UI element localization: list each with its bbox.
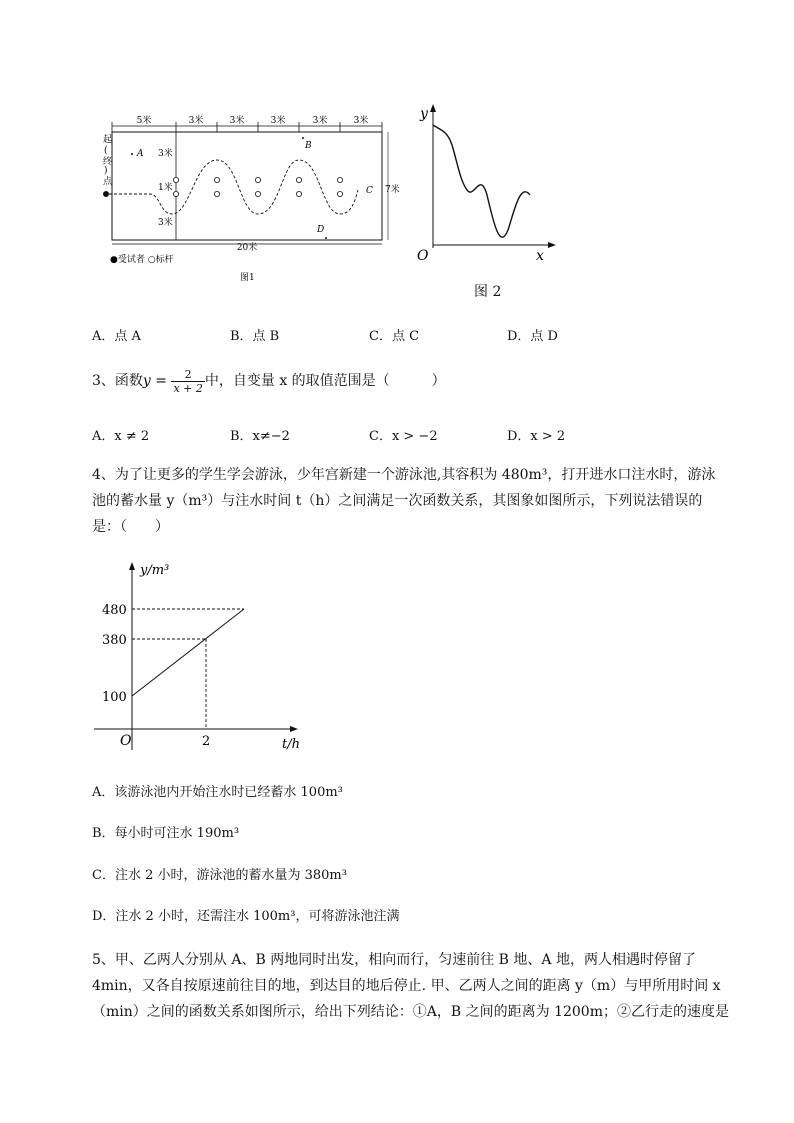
- dim-3m-2: 3米: [229, 116, 245, 126]
- subject-dot: [103, 191, 109, 197]
- field-boundary: [112, 132, 382, 240]
- start-label-3: 终: [103, 157, 113, 167]
- fig2-origin: O: [417, 248, 429, 264]
- curve: [433, 125, 530, 237]
- q4-option-a: A．该游泳池内开始注水时已经蓄水 100m³: [92, 785, 343, 800]
- dim-20m: 20米: [236, 243, 258, 253]
- q3-option-d: D．x > 2: [507, 429, 566, 444]
- q4-x-label: t/h: [282, 737, 300, 752]
- point-C: C: [366, 186, 373, 196]
- dim-left-3m-top: 3米: [158, 149, 173, 159]
- q4-line: [132, 609, 244, 696]
- start-label-1: 起: [103, 135, 113, 145]
- q3-stem: [92, 365, 446, 397]
- figure-2-curve: [412, 100, 562, 270]
- q2-option-c: C．点 C: [369, 329, 420, 344]
- figure-1-caption: 图1: [240, 273, 255, 283]
- q4-origin: O: [120, 733, 132, 749]
- start-label-5: 点: [103, 177, 113, 187]
- q4-tick-480: 480: [102, 603, 127, 618]
- q3-y-eq: y =: [142, 373, 168, 389]
- q4-line-3: 是：（ ）: [92, 519, 169, 535]
- point-B: B: [305, 141, 312, 151]
- q4-option-d: D．注水 2 小时，还需注水 100m³，可将游泳池注满: [92, 909, 400, 924]
- point-A: A: [137, 149, 144, 159]
- q4-y-label: y/m³: [140, 563, 170, 578]
- dim-left-3m-bottom: 3米: [158, 218, 173, 228]
- start-label-4: ): [104, 166, 108, 176]
- q3-suffix: 中，自变量 x 的取值范围是（ ）: [204, 373, 446, 389]
- q3-frac-den: x + 2: [173, 381, 203, 395]
- dim-left-1m: 1米: [158, 183, 173, 193]
- q2-option-b: B．点 B: [230, 329, 280, 344]
- q4-line-2: 池的蓄水量 y（m³）与注水时间 t（h）之间满足一次函数关系，其图象如图所示，下列说法错误的: [92, 493, 703, 509]
- dim-3m-1: 3米: [188, 116, 204, 126]
- q5-line-2: 4min，又各自按原速前往目的地，到达目的地后停止. 甲、乙两人之间的距离 y（m）与甲所用时间 x: [92, 978, 721, 994]
- dashed-route: [109, 160, 358, 214]
- legend: ●受试者 ○标杆: [110, 255, 174, 265]
- q3-prefix: 3、函数: [92, 373, 143, 389]
- q4-tick-2: 2: [202, 734, 211, 749]
- q3-fraction: [171, 368, 204, 395]
- q4-tick-100: 100: [102, 690, 127, 705]
- top-dimension-ticks: [112, 122, 382, 140]
- dim-3m-5: 3米: [353, 116, 369, 126]
- q4-guides: [132, 609, 244, 729]
- q3-option-a: A．x ≠ 2: [92, 429, 150, 444]
- point-D: D: [317, 225, 325, 235]
- q3-option-c: C．x > −2: [369, 429, 438, 444]
- q3-option-b: B．x≠−2: [230, 429, 290, 444]
- q5-line-1: 5、甲、乙两人分别从 A、B 两地同时出发，相向而行，匀速前往 B 地、A 地，两人相遇时停留了: [92, 952, 696, 968]
- fig2-y-label: y: [420, 106, 428, 122]
- dim-right-7m: 7米: [385, 185, 400, 195]
- dim-3m-3: 3米: [270, 116, 286, 126]
- q4-graph: [94, 558, 314, 753]
- poles: [173, 177, 342, 196]
- q5-line-3: （min）之间的函数关系如图所示，给出下列结论：①A，B 之间的距离为 1200m；②乙行走的速度是: [92, 1004, 729, 1020]
- q4-tick-380: 380: [102, 633, 127, 648]
- figure-1-field-diagram: [100, 110, 400, 290]
- start-label-2: (: [104, 146, 108, 156]
- q3-frac-num: 2: [171, 368, 204, 382]
- fig2-x-label: x: [536, 248, 544, 264]
- dim-5m: 5米: [136, 116, 152, 126]
- q2-option-d: D．点 D: [507, 329, 558, 344]
- q2-option-a: A．点 A: [92, 329, 141, 344]
- figure-2-caption: 图 2: [474, 284, 502, 300]
- q4-option-b: B．每小时可注水 190m³: [92, 826, 240, 841]
- q4-option-c: C．注水 2 小时，游泳池的蓄水量为 380m³: [92, 868, 347, 883]
- dim-3m-4: 3米: [312, 116, 328, 126]
- q4-line-1: 4、为了让更多的学生学会游泳，少年宫新建一个游泳池,其容积为 480m³，打开进水口注水时，游泳: [92, 467, 716, 483]
